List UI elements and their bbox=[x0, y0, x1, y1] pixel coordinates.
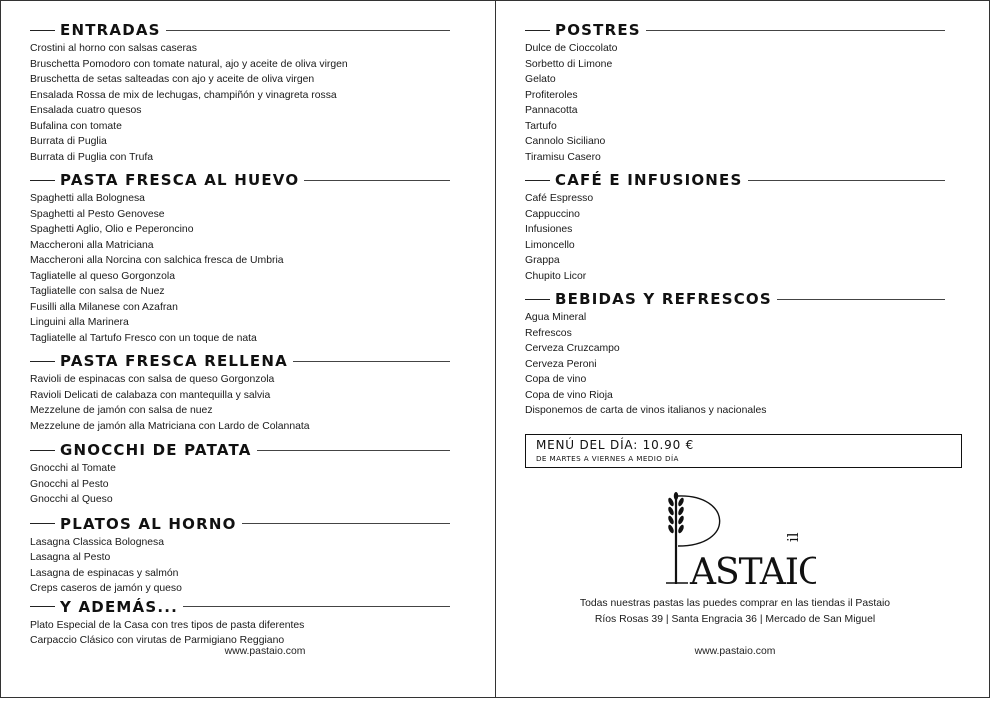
menu-item: Plato Especial de la Casa con tres tipos de pasta diferentes bbox=[30, 619, 305, 631]
section-header-pasta-fresca-al-huevo bbox=[30, 170, 450, 190]
menu-item: Refrescos bbox=[525, 327, 572, 339]
header-rule-right bbox=[257, 450, 450, 451]
header-rule-right bbox=[166, 30, 450, 31]
menu-item: Bruschetta Pomodoro con tomate natural, ajo y aceite de oliva virgen bbox=[30, 58, 348, 70]
menu-item: Profiteroles bbox=[525, 89, 578, 101]
website-link-left[interactable]: www.pastaio.com bbox=[224, 646, 306, 657]
menu-item: Burrata di Puglia con Trufa bbox=[30, 151, 154, 163]
menu-item: Crostini al horno con salsas caseras bbox=[30, 43, 197, 54]
shops-line-1: Todas nuestras pastas las puedes comprar en las tiendas il Pastaio bbox=[579, 598, 891, 609]
menu-item: Ensalada Rossa de mix de lechugas, champiñón y vinagreta rossa bbox=[30, 89, 337, 101]
section-title: PLATOS AL HORNO bbox=[60, 514, 237, 533]
section-items-pasta-fresca-al-huevo bbox=[30, 191, 450, 346]
menu-item: Mezzelune de jamón alla Matriciana con Lardo de Colannata bbox=[30, 420, 310, 432]
section-header-bebidas-y-refrescos bbox=[525, 289, 945, 309]
menu-item: Carpaccio Clásico con virutas de Parmigiano Reggiano bbox=[30, 635, 285, 646]
menu-item: Gnocchi al Pesto bbox=[30, 478, 109, 490]
header-rule-left bbox=[525, 30, 550, 31]
menu-item: Lasagna de espinacas y salmón bbox=[30, 567, 179, 579]
left-column bbox=[30, 20, 450, 649]
menu-item: Creps caseros de jamón y queso bbox=[30, 583, 182, 594]
header-rule-right bbox=[777, 299, 945, 300]
section-items-cafe-e-infusiones bbox=[525, 191, 945, 284]
menu-item: Lasagna al Pesto bbox=[30, 552, 111, 563]
header-rule-left bbox=[30, 180, 55, 181]
menu-item: Tartufo bbox=[525, 120, 557, 132]
section-items-y-ademas bbox=[30, 618, 450, 649]
menu-item: Gnocchi al Queso bbox=[30, 494, 113, 505]
header-rule-left bbox=[30, 450, 55, 451]
right-column bbox=[525, 20, 945, 419]
header-rule-right bbox=[748, 180, 945, 181]
menu-item: Spaghetti Aglio, Olio e Peperoncino bbox=[30, 224, 194, 235]
menu-item: Maccheroni alla Matriciana bbox=[30, 239, 154, 251]
header-rule-left bbox=[30, 30, 55, 31]
section-title: POSTRES bbox=[555, 21, 641, 39]
section-items-bebidas-y-refrescos bbox=[525, 310, 945, 419]
menu-item: Pannacotta bbox=[525, 105, 578, 116]
header-rule-left bbox=[525, 180, 550, 181]
menu-item: Cerveza Peroni bbox=[525, 358, 597, 370]
section-header-gnocchi-de-patata bbox=[30, 440, 450, 460]
header-rule-left bbox=[30, 523, 55, 524]
shops-line-2: Ríos Rosas 39 | Santa Engracia 36 | Mercado de San Miguel bbox=[594, 613, 876, 625]
menu-item: Spaghetti al Pesto Genovese bbox=[30, 208, 165, 220]
section-title: ENTRADAS bbox=[60, 21, 161, 39]
menu-item: Tagliatelle con salsa de Nuez bbox=[30, 286, 165, 297]
header-rule-right bbox=[242, 523, 450, 524]
menu-item: Infusiones bbox=[525, 224, 573, 235]
menu-item: Linguini alla Marinera bbox=[30, 317, 129, 328]
menu-item: Tiramisu Casero bbox=[525, 151, 601, 163]
section-header-pasta-fresca-rellena bbox=[30, 351, 450, 371]
menu-item: Spaghetti alla Bolognesa bbox=[30, 193, 145, 204]
section-items-pasta-fresca-rellena bbox=[30, 372, 450, 434]
section-header-cafe-e-infusiones bbox=[525, 170, 945, 190]
menu-item: Ensalada cuatro quesos bbox=[30, 105, 142, 116]
website-link-right[interactable]: www.pastaio.com bbox=[694, 646, 776, 657]
header-rule-left bbox=[525, 299, 550, 300]
menu-item: Lasagna Classica Bolognesa bbox=[30, 536, 165, 548]
menu-del-dia-title: MENÚ DEL DÍA: 10.90 € bbox=[536, 438, 695, 452]
section-items-platos-al-horno bbox=[30, 535, 450, 597]
section-title: BEBIDAS Y REFRESCOS bbox=[555, 290, 772, 308]
section-header-postres bbox=[525, 20, 945, 40]
section-header-y-ademas bbox=[30, 597, 450, 617]
section-title: PASTA FRESCA AL HUEVO bbox=[60, 171, 300, 189]
menu-item: Mezzelune de jamón con salsa de nuez bbox=[30, 405, 213, 416]
svg-text:il: il bbox=[784, 532, 802, 542]
menu-item: Café Espresso bbox=[525, 193, 594, 204]
section-items-entradas bbox=[30, 41, 450, 165]
menu-item: Fusilli alla Milanese con Azafran bbox=[30, 301, 178, 313]
svg-text:ASTAIO: ASTAIO bbox=[690, 552, 816, 588]
menu-item: Tagliatelle al queso Gorgonzola bbox=[30, 270, 175, 282]
menu-item: Cerveza Cruzcampo bbox=[525, 343, 620, 354]
menu-item: Gnocchi al Tomate bbox=[30, 463, 116, 474]
header-rule-left bbox=[30, 361, 55, 362]
section-items-gnocchi-de-patata bbox=[30, 461, 450, 508]
menu-item: Ravioli Delicati de calabaza con mantequilla y salvia bbox=[30, 389, 271, 401]
shops-info bbox=[525, 596, 945, 627]
header-rule-right bbox=[646, 30, 945, 31]
menu-item: Chupito Licor bbox=[525, 270, 587, 282]
page-divider bbox=[495, 0, 496, 698]
menu-item: Bruschetta de setas salteadas con ajo y aceite de oliva virgen bbox=[30, 74, 315, 85]
header-rule-right bbox=[293, 361, 450, 362]
menu-item: Burrata di Puglia bbox=[30, 136, 107, 147]
menu-item: Maccheroni alla Norcina con salchica fresca de Umbria bbox=[30, 255, 284, 266]
menu-item: Ravioli de espinacas con salsa de queso Gorgonzola bbox=[30, 374, 275, 385]
section-title: Y ADEMÁS... bbox=[60, 597, 179, 616]
section-items-postres bbox=[525, 41, 945, 165]
section-title: GNOCCHI DE PATATA bbox=[60, 441, 252, 459]
menu-item: Disponemos de carta de vinos italianos y nacionales bbox=[525, 405, 767, 416]
section-title: CAFÉ E INFUSIONES bbox=[555, 171, 743, 189]
menu-item: Cappuccino bbox=[525, 208, 580, 220]
header-rule-left bbox=[30, 606, 55, 607]
header-rule-right bbox=[183, 606, 450, 607]
header-rule-right bbox=[304, 180, 450, 181]
menu-del-dia-box bbox=[525, 434, 962, 468]
menu-item: Sorbetto di Limone bbox=[525, 58, 613, 70]
menu-item: Dulce de Cioccolato bbox=[525, 43, 618, 54]
menu-del-dia-subtitle: DE MARTES A VIERNES A MEDIO DÍA bbox=[536, 454, 679, 463]
menu-item: Copa de vino bbox=[525, 374, 587, 385]
menu-item: Cannolo Siciliano bbox=[525, 136, 606, 147]
menu-item: Agua Mineral bbox=[525, 312, 587, 323]
il-pastaio-logo bbox=[656, 488, 816, 588]
menu-item: Tagliatelle al Tartufo Fresco con un toque de nata bbox=[30, 332, 257, 344]
section-title: PASTA FRESCA RELLENA bbox=[60, 352, 288, 370]
menu-item: Limoncello bbox=[525, 239, 575, 251]
menu-item: Gelato bbox=[525, 74, 556, 85]
section-header-platos-al-horno bbox=[30, 514, 450, 534]
pastaio-logo-graphic bbox=[656, 488, 816, 588]
menu-item: Copa de vino Rioja bbox=[525, 389, 613, 401]
menu-item: Bufalina con tomate bbox=[30, 120, 122, 132]
menu-item: Grappa bbox=[525, 255, 560, 266]
section-header-entradas bbox=[30, 20, 450, 40]
